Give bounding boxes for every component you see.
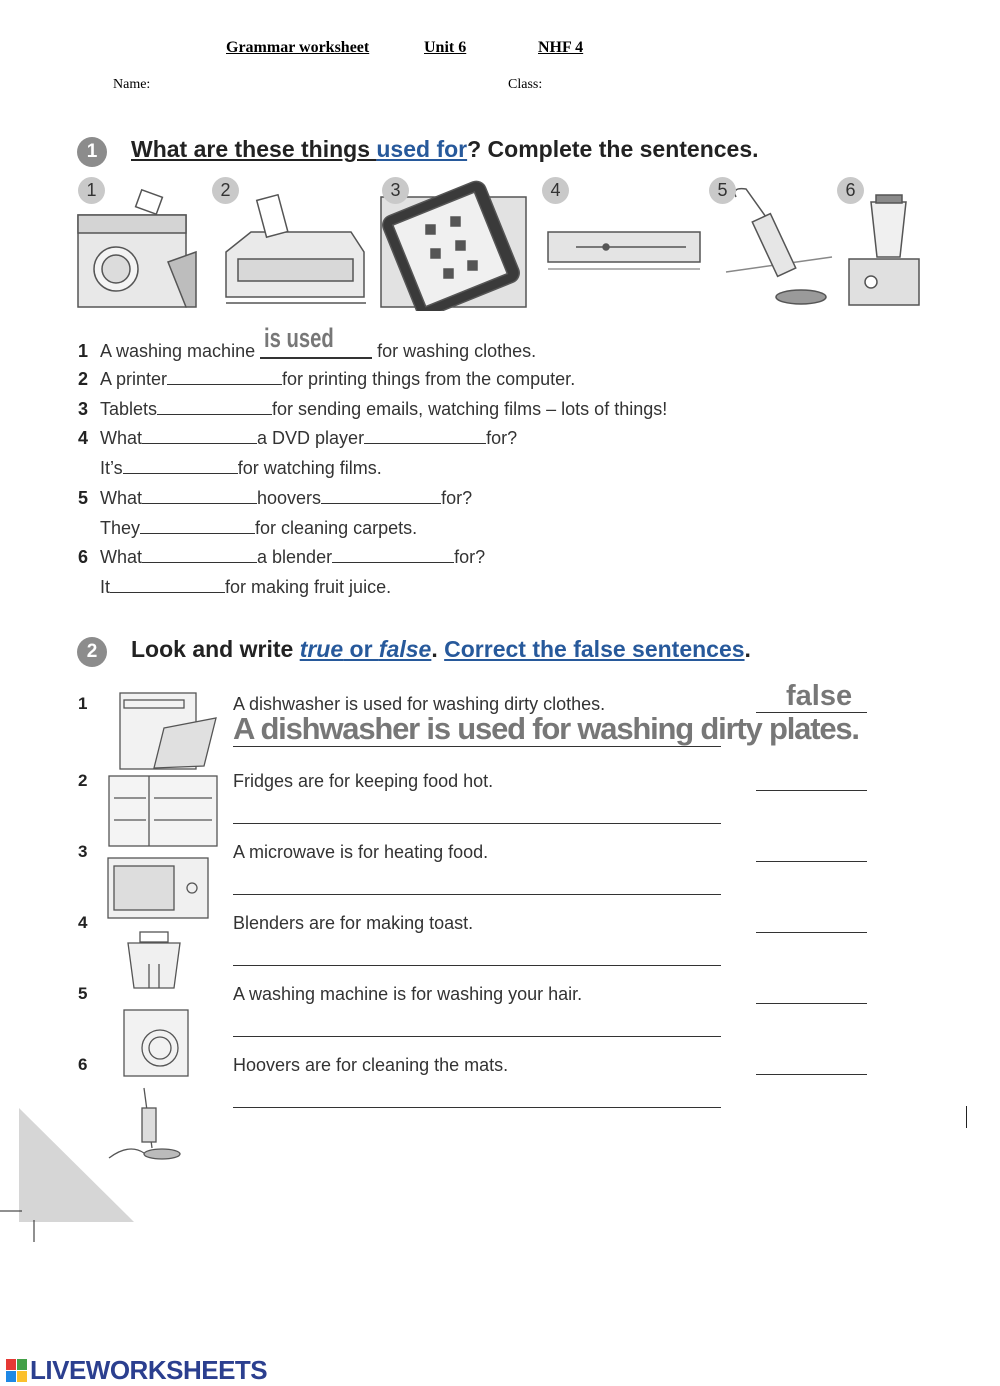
name-label: Name: <box>113 77 151 92</box>
exercise-2-statement-5: A washing machine is for washing your hair. <box>233 984 583 1004</box>
true-false-input-5[interactable] <box>756 1003 867 1004</box>
exercise-2-number-4: 4 <box>78 913 88 932</box>
unit-label: Unit 6 <box>424 39 467 56</box>
answer-input-5b[interactable] <box>321 502 441 504</box>
answer-input-6b[interactable] <box>332 561 454 563</box>
exercise-1-item-5: 5 What hoovers for? <box>78 488 473 508</box>
answer-input-3[interactable] <box>157 413 272 415</box>
answer-input-5a[interactable] <box>142 502 257 504</box>
section-1-title-highlight: used for <box>376 136 468 162</box>
exercise-2-number-1: 1 <box>78 694 88 713</box>
fridge-picture <box>109 776 217 846</box>
exercise-1-item-6: 6 What a blender for? <box>78 547 486 567</box>
correction-input-6[interactable] <box>233 1107 721 1108</box>
exercise-2-number-2: 2 <box>78 771 88 790</box>
washing-machine-picture <box>78 190 196 307</box>
exercise-1-item-1: 1 A washing machine is used for washing clothes. <box>78 323 537 361</box>
page-corner-decoration <box>0 1100 140 1245</box>
section-1-title-part1: What are these things <box>131 136 377 162</box>
answer-input-5c[interactable] <box>140 532 255 534</box>
true-false-input-3[interactable] <box>756 861 867 862</box>
correction-answer-1: A dishwasher is used for washing dirty plates. <box>233 711 859 746</box>
correction-input-2[interactable] <box>233 823 721 824</box>
exercise-1-item-4-answer: It’s for watching films. <box>100 458 382 478</box>
exercise-1-item-6-answer: It for making fruit juice. <box>100 577 392 597</box>
exercise-2-statement-1: A dishwasher is used for washing dirty clothes. <box>233 694 606 714</box>
exercise-2-statement-4: Blenders are for making toast. <box>233 913 474 933</box>
answer-input-2[interactable] <box>167 383 282 385</box>
item-number: 1 <box>78 341 89 361</box>
section-1-title <box>131 136 759 163</box>
liveworksheets-logo-icon <box>6 1359 28 1383</box>
worksheet-title: Grammar worksheet <box>226 39 370 56</box>
section-2-pictures <box>104 688 220 1168</box>
answer-input-4b[interactable] <box>364 442 486 444</box>
blender-picture <box>849 195 919 305</box>
correction-input-5[interactable] <box>233 1036 721 1037</box>
true-false-input-4[interactable] <box>756 932 867 933</box>
answer-input-4c[interactable] <box>123 472 238 474</box>
exercise-2-number-3: 3 <box>78 842 88 861</box>
picture-number-4: 4 <box>542 177 569 204</box>
washing-machine-small-picture <box>124 1010 188 1076</box>
exercise-2-number-5: 5 <box>78 984 88 1003</box>
class-label: Class: <box>508 77 543 92</box>
exercise-1-item-3: 3 Tablets for sending emails, watching films – lots of things! <box>78 399 668 419</box>
crop-mark <box>966 1106 967 1128</box>
correction-input-4[interactable] <box>233 965 721 966</box>
hoover-picture <box>726 189 832 304</box>
picture-number-6: 6 <box>837 177 864 204</box>
picture-number-5: 5 <box>709 177 736 204</box>
dishwasher-picture <box>120 693 216 769</box>
blender-small-picture <box>128 932 180 988</box>
answer-input-6c[interactable] <box>110 591 225 593</box>
exercise-1-item-5-answer: They for cleaning carpets. <box>100 518 418 538</box>
section-1-title-part2: ? Complete the sentences. <box>467 136 759 162</box>
microwave-picture <box>108 858 208 918</box>
exercise-1-item-2: 2 A printer for printing things from the computer. <box>78 369 576 389</box>
appliance-pictures-strip <box>76 177 924 311</box>
correction-input-3[interactable] <box>233 894 721 895</box>
exercise-2-statement-3: A microwave is for heating food. <box>233 842 489 862</box>
picture-number-2: 2 <box>212 177 239 204</box>
dvd-player-picture <box>548 232 700 269</box>
true-false-input-2[interactable] <box>756 790 867 791</box>
section-1-badge: 1 <box>77 137 107 167</box>
liveworksheets-logo[interactable] <box>6 1355 267 1386</box>
true-false-input-6[interactable] <box>756 1074 867 1075</box>
picture-number-3: 3 <box>382 177 409 204</box>
exercise-2-statement-6: Hoovers are for cleaning the mats. <box>233 1055 509 1075</box>
picture-number-1: 1 <box>78 177 105 204</box>
printer-picture <box>226 195 366 303</box>
section-2-badge: 2 <box>77 637 107 667</box>
exercise-2-number-6: 6 <box>78 1055 88 1074</box>
answer-input-4a[interactable] <box>142 442 257 444</box>
answer-input-6a[interactable] <box>142 561 257 563</box>
liveworksheets-brand-text: LIVEWORKSHEETS <box>30 1355 268 1385</box>
exercise-2-statement-2: Fridges are for keeping food hot. <box>233 771 494 791</box>
level-label: NHF 4 <box>538 39 584 56</box>
true-false-answer-1: false <box>786 680 853 712</box>
answer-input-1[interactable]: is used <box>264 323 334 353</box>
exercise-1-item-4: 4 What a DVD player for? <box>78 428 518 448</box>
section-2-title: Look and write true or false. Correct the false sentences. <box>131 636 751 662</box>
